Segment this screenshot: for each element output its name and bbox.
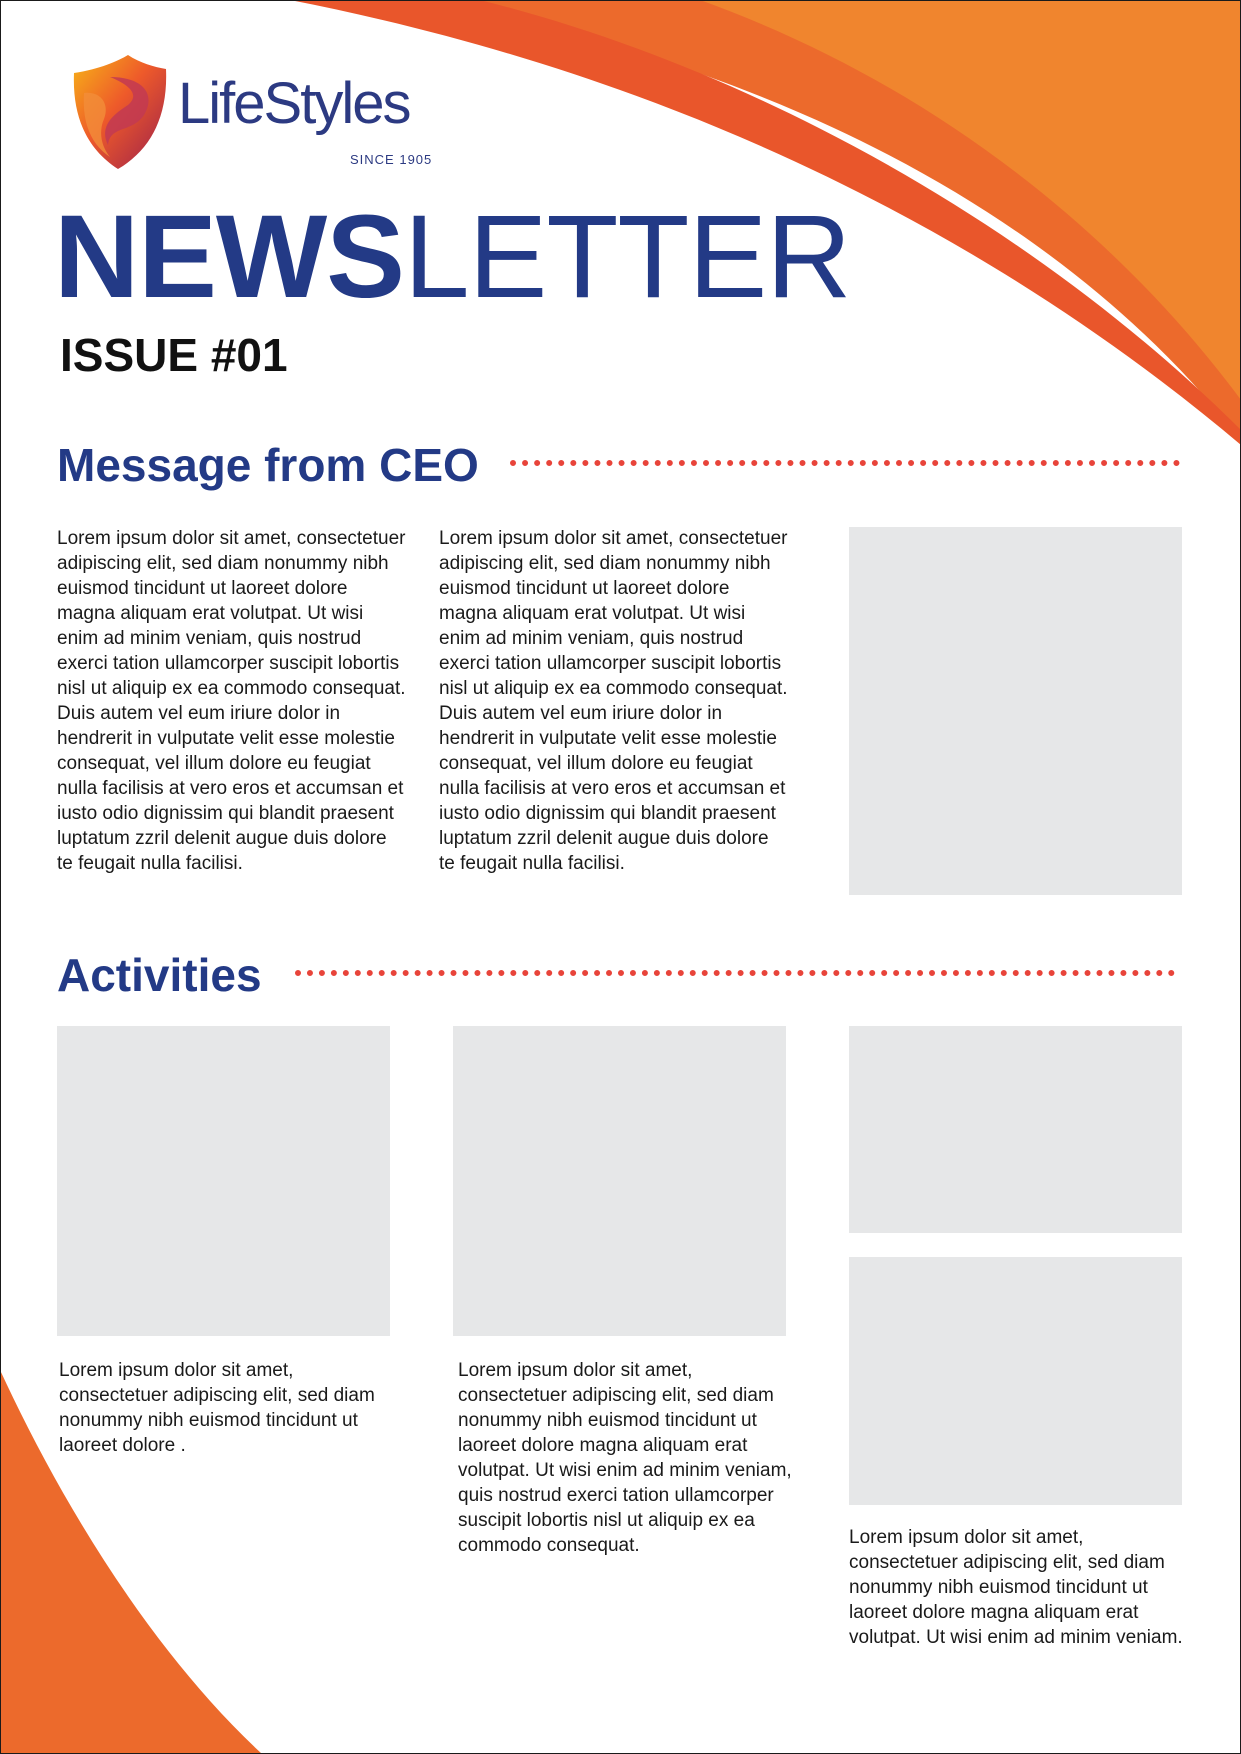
newsletter-title: [54, 191, 851, 323]
ceo-section-heading: Message from CEO: [57, 439, 479, 491]
activities-section-heading: Activities: [57, 949, 262, 1001]
shield-logo-icon: [70, 55, 170, 170]
title-bold-part: NEWS: [54, 191, 404, 323]
activity-caption-2: Lorem ipsum dolor sit amet, consectetuer adipiscing elit, sed diam nonummy nibh euismod tincidunt ut laoreet dolore magna aliquam erat volutpat. Ut wisi enim ad minim veniam, quis nostrud exerci tation ullamcorper suscipit lobortis nisl ut aliquip ex ea commodo consequat.: [458, 1360, 792, 1556]
activity-image-2: [453, 1026, 786, 1336]
ceo-text-column-1: Lorem ipsum dolor sit amet, consectetuer adipiscing elit, sed diam nonummy nibh euismod tincidunt ut laoreet dolore magna aliquam erat volutpat. Ut wisi enim ad minim veniam, quis nostrud exerci tation ullamcorper suscipit lobortis nisl ut aliquip ex ea commodo consequat. Duis autem vel eum iriure dolor in hendrerit in vulputate velit esse molestie consequat, vel illum dolore eu feugiat nulla facilisis at vero eros et accumsan et iusto odio dignissim qui blandit praesent luptatum zzril delenit augue duis dolore te feugait nulla facilisi.: [57, 528, 406, 874]
activity-caption-3: Lorem ipsum dolor sit amet, consectetuer adipiscing elit, sed diam nonummy nibh euismod tincidunt ut laoreet dolore magna aliquam erat volutpat. Ut wisi enim ad minim veniam.: [849, 1527, 1183, 1648]
logo-tagline: SINCE 1905: [350, 152, 433, 167]
title-light-part: LETTER: [404, 191, 851, 323]
activity-image-1: [57, 1026, 390, 1336]
activity-image-4: [849, 1257, 1182, 1505]
ceo-heading-dotted-rule: [510, 460, 1180, 474]
logo-wordmark: LifeStyles: [178, 71, 410, 136]
ceo-text-column-2: Lorem ipsum dolor sit amet, consectetuer adipiscing elit, sed diam nonummy nibh euismod tincidunt ut laoreet dolore magna aliquam erat volutpat. Ut wisi enim ad minim veniam, quis nostrud exerci tation ullamcorper suscipit lobortis nisl ut aliquip ex ea commodo consequat. Duis autem vel eum iriure dolor in hendrerit in vulputate velit esse molestie consequat, vel illum dolore eu feugiat nulla facilisis at vero eros et accumsan et iusto odio dignissim qui blandit praesent luptatum zzril delenit augue duis dolore te feugait nulla facilisi.: [439, 528, 788, 874]
lifestyles-logo: [70, 55, 450, 175]
issue-number: ISSUE #01: [60, 329, 288, 381]
activity-image-3: [849, 1026, 1182, 1233]
activities-heading-dotted-rule: [295, 970, 1175, 984]
activity-caption-1: Lorem ipsum dolor sit amet, consectetuer adipiscing elit, sed diam nonummy nibh euismod tincidunt ut laoreet dolore .: [59, 1360, 375, 1456]
ceo-image-placeholder: [849, 527, 1182, 895]
